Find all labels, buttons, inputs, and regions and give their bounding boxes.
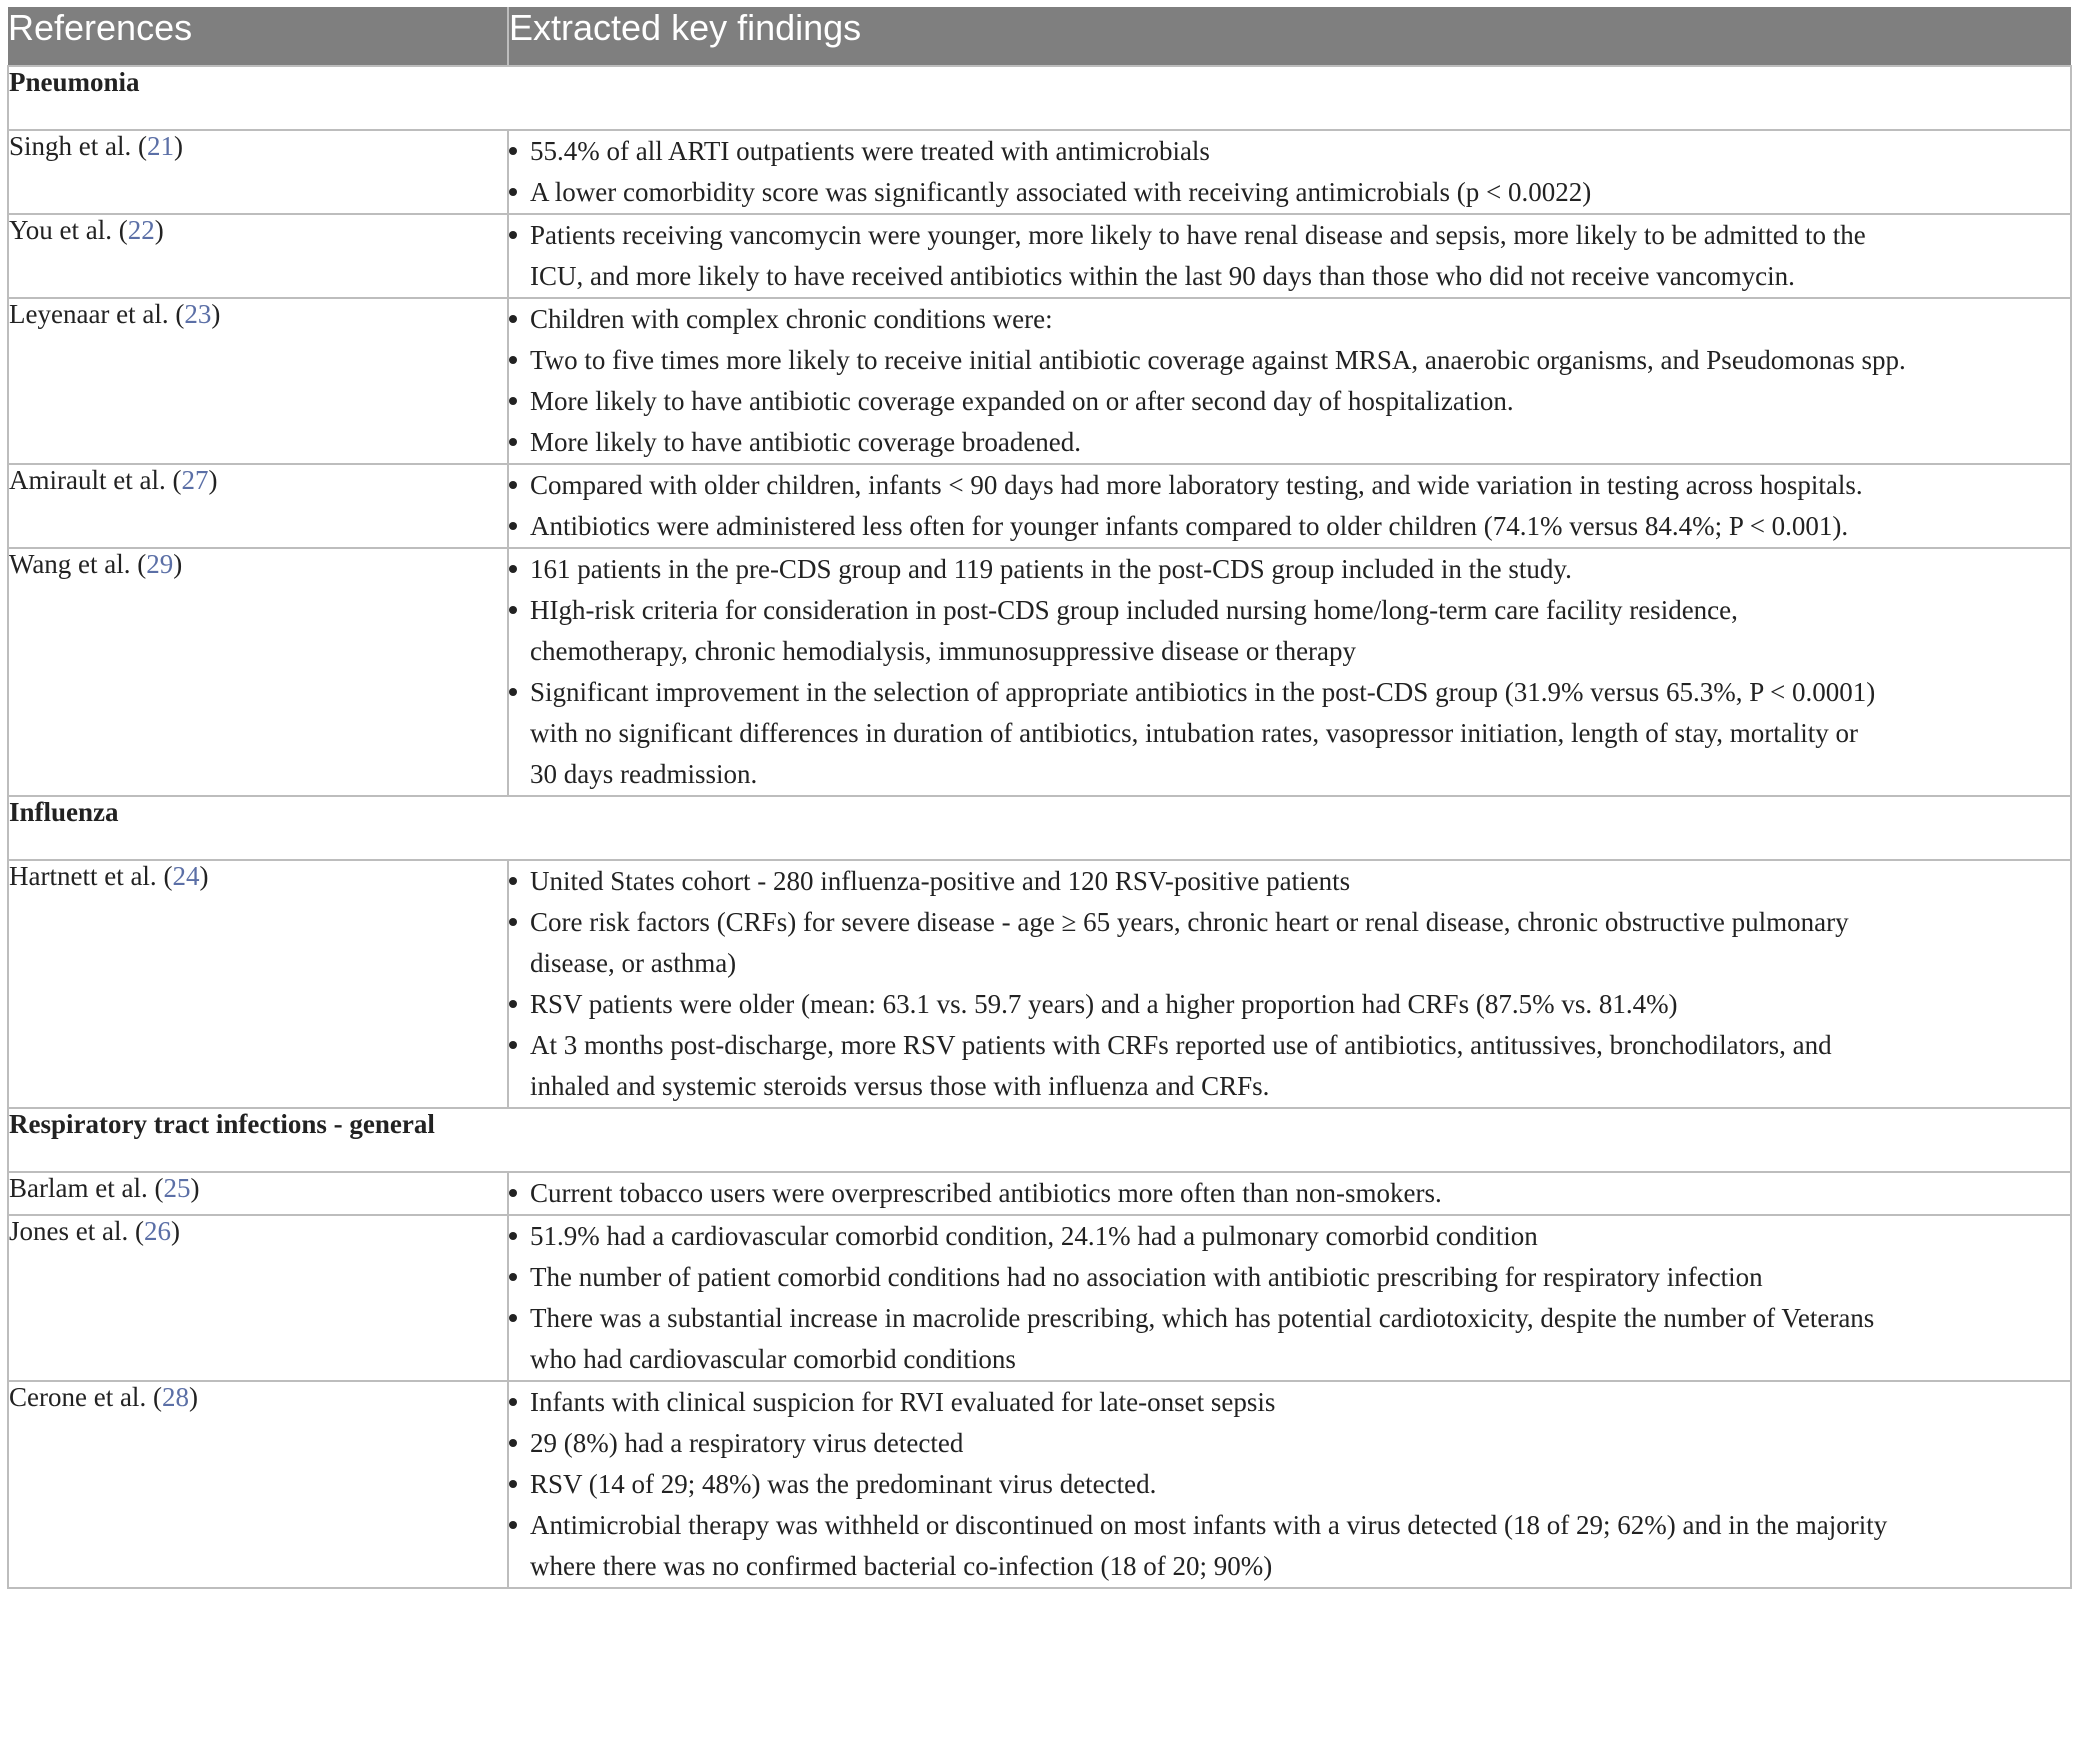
- finding-text: 161 patients in the pre-CDS group and 119 patients in the post-CDS group included in the study.: [530, 554, 1572, 584]
- reference-cell: Wang et al. (29): [8, 548, 508, 796]
- findings-table: [7, 7, 2072, 1589]
- header-references: References: [8, 7, 508, 66]
- finding-item: [509, 1464, 2070, 1505]
- finding-item: [509, 172, 2070, 213]
- reference-cell: Amirault et al. (27): [8, 464, 508, 548]
- table-row: [8, 860, 2071, 1108]
- finding-item: [509, 1216, 2070, 1257]
- bullet-icon: [509, 1382, 530, 1423]
- section-header-row: [8, 796, 2071, 860]
- finding-text: There was a substantial increase in macrolide prescribing, which has potential cardiotoxicity, despite the number of Veterans: [530, 1303, 1875, 1333]
- reference-authors: Amirault et al.: [9, 465, 166, 495]
- findings-cell: [508, 130, 2071, 214]
- finding-text: Compared with older children, infants < 90 days had more laboratory testing, and wide variation in testing across hospitals.: [530, 470, 1863, 500]
- reference-cell: Barlam et al. (25): [8, 1172, 508, 1215]
- finding-text: Current tobacco users were overprescribed antibiotics more often than non-smokers.: [530, 1178, 1442, 1208]
- finding-item: [509, 381, 2070, 422]
- bullet-icon: [509, 215, 530, 256]
- finding-text: A lower comorbidity score was significantly associated with receiving antimicrobials (p < 0.0022): [530, 177, 1592, 207]
- reference-number-link[interactable]: 25: [163, 1173, 191, 1203]
- bullet-icon: [509, 172, 530, 213]
- table-row: [8, 1215, 2071, 1381]
- finding-text: RSV (14 of 29; 48%) was the predominant virus detected.: [530, 1469, 1157, 1499]
- reference-cell: You et al. (22): [8, 214, 508, 298]
- reference-number-link[interactable]: 27: [181, 465, 209, 495]
- reference-number-link[interactable]: 28: [161, 1382, 189, 1412]
- finding-item: [509, 1423, 2070, 1464]
- finding-item: [509, 1257, 2070, 1298]
- table-row: [8, 548, 2071, 796]
- header-key-findings: Extracted key findings: [508, 7, 2071, 66]
- bullet-icon: [509, 381, 530, 422]
- bullet-icon: [509, 902, 530, 943]
- finding-text-continued: inhaled and systemic steroids versus those with influenza and CRFs.: [530, 1071, 1270, 1101]
- finding-item: [509, 1298, 2070, 1339]
- bullet-icon: [509, 506, 530, 547]
- finding-item: [509, 299, 2070, 340]
- table-row: [8, 464, 2071, 548]
- finding-text-continued: 30 days readmission.: [530, 759, 758, 789]
- bullet-icon: [509, 590, 530, 631]
- table-row: [8, 1381, 2071, 1588]
- finding-item: [509, 131, 2070, 172]
- finding-item: [509, 422, 2070, 463]
- bullet-icon: [509, 465, 530, 506]
- reference-authors: Singh et al.: [9, 131, 132, 161]
- finding-item: [509, 465, 2070, 506]
- finding-item: [509, 672, 2070, 713]
- finding-item: [509, 340, 2070, 381]
- bullet-icon: [509, 1423, 530, 1464]
- reference-cell: Hartnett et al. (24): [8, 860, 508, 1108]
- bullet-icon: [509, 299, 530, 340]
- findings-cell: [508, 214, 2071, 298]
- section-header-row: [8, 1108, 2071, 1172]
- bullet-icon: [509, 861, 530, 902]
- reference-number-link[interactable]: 29: [146, 549, 174, 579]
- findings-cell: [508, 1381, 2071, 1588]
- table-row: [8, 214, 2071, 298]
- findings-cell: [508, 1172, 2071, 1215]
- finding-text: Significant improvement in the selection of appropriate antibiotics in the post-CDS group (31.9% versus 65.3%, P < 0.0001): [530, 677, 1876, 707]
- bullet-icon: [509, 549, 530, 590]
- bullet-icon: [509, 1464, 530, 1505]
- finding-item: [509, 549, 2070, 590]
- finding-text-continued: disease, or asthma): [530, 948, 737, 978]
- table-header: [8, 7, 2071, 66]
- findings-cell: [508, 298, 2071, 464]
- finding-text-continued: with no significant differences in duration of antibiotics, intubation rates, vasopressor initiation, length of stay, mortality or: [530, 718, 1858, 748]
- bullet-icon: [509, 984, 530, 1025]
- reference-authors: Hartnett et al.: [9, 861, 157, 891]
- finding-text: 51.9% had a cardiovascular comorbid condition, 24.1% had a pulmonary comorbid condition: [530, 1221, 1538, 1251]
- finding-text: RSV patients were older (mean: 63.1 vs. 59.7 years) and a higher proportion had CRFs (87.5% vs. 81.4%): [530, 989, 1678, 1019]
- finding-text: Antibiotics were administered less often for younger infants compared to older children (74.1% versus 84.4%; P < 0.001).: [530, 511, 1849, 541]
- finding-text: At 3 months post-discharge, more RSV patients with CRFs reported use of antibiotics, antitussives, bronchodilators, and: [530, 1030, 1832, 1060]
- finding-text-continued: ICU, and more likely to have received antibiotics within the last 90 days than those who did not receive vancomycin.: [530, 261, 1795, 291]
- reference-cell: Leyenaar et al. (23): [8, 298, 508, 464]
- finding-text: Antimicrobial therapy was withheld or discontinued on most infants with a virus detected (18 of 29; 62%) and in the majority: [530, 1510, 1888, 1540]
- reference-cell: Singh et al. (21): [8, 130, 508, 214]
- bullet-icon: [509, 1257, 530, 1298]
- reference-number-link[interactable]: 26: [143, 1216, 171, 1246]
- finding-item: [509, 984, 2070, 1025]
- finding-item: [509, 590, 2070, 631]
- reference-number-link[interactable]: 22: [127, 215, 155, 245]
- bullet-icon: [509, 1173, 530, 1214]
- bullet-icon: [509, 1025, 530, 1066]
- findings-cell: [508, 464, 2071, 548]
- section-title: Pneumonia: [8, 66, 2071, 130]
- finding-text: HIgh-risk criteria for consideration in post-CDS group included nursing home/long-term care facility residence,: [530, 595, 1738, 625]
- bullet-icon: [509, 1216, 530, 1257]
- reference-authors: Barlam et al.: [9, 1173, 148, 1203]
- findings-cell: [508, 1215, 2071, 1381]
- findings-cell: [508, 548, 2071, 796]
- findings-cell: [508, 860, 2071, 1108]
- finding-item: [509, 902, 2070, 943]
- bullet-icon: [509, 1505, 530, 1546]
- table-row: [8, 1172, 2071, 1215]
- reference-cell: Jones et al. (26): [8, 1215, 508, 1381]
- reference-authors: You et al.: [9, 215, 113, 245]
- reference-number-link[interactable]: 24: [172, 861, 200, 891]
- finding-text: Children with complex chronic conditions were:: [530, 304, 1053, 334]
- finding-text: Infants with clinical suspicion for RVI evaluated for late-onset sepsis: [530, 1387, 1276, 1417]
- finding-text-continued: chemotherapy, chronic hemodialysis, immunosuppressive disease or therapy: [530, 636, 1357, 666]
- finding-text: 29 (8%) had a respiratory virus detected: [530, 1428, 964, 1458]
- reference-number-link[interactable]: 21: [147, 131, 174, 161]
- reference-authors: Leyenaar et al.: [9, 299, 169, 329]
- reference-authors: Wang et al.: [9, 549, 131, 579]
- finding-text: 55.4% of all ARTI outpatients were treated with antimicrobials: [530, 136, 1210, 166]
- finding-text: Two to five times more likely to receive initial antibiotic coverage against MRSA, anaerobic organisms, and Pseudomonas spp.: [530, 345, 1906, 375]
- bullet-icon: [509, 422, 530, 463]
- finding-item: [509, 1505, 2070, 1546]
- reference-authors: Cerone et al.: [9, 1382, 147, 1412]
- finding-text-continued: where there was no confirmed bacterial co-infection (18 of 20; 90%): [530, 1551, 1273, 1581]
- finding-item: [509, 215, 2070, 256]
- bullet-icon: [509, 340, 530, 381]
- finding-text: More likely to have antibiotic coverage expanded on or after second day of hospitalization.: [530, 386, 1514, 416]
- finding-text: More likely to have antibiotic coverage broadened.: [530, 427, 1082, 457]
- finding-item: [509, 1025, 2070, 1066]
- bullet-icon: [509, 672, 530, 713]
- finding-text: The number of patient comorbid conditions had no association with antibiotic prescribing for respiratory infection: [530, 1262, 1763, 1292]
- section-header-row: [8, 66, 2071, 130]
- finding-item: [509, 506, 2070, 547]
- bullet-icon: [509, 131, 530, 172]
- finding-text-continued: who had cardiovascular comorbid conditions: [530, 1344, 1016, 1374]
- table-row: [8, 298, 2071, 464]
- reference-number-link[interactable]: 23: [184, 299, 212, 329]
- bullet-icon: [509, 1298, 530, 1339]
- section-title: Respiratory tract infections - general: [8, 1108, 2071, 1172]
- reference-authors: Jones et al.: [9, 1216, 129, 1246]
- finding-text: Core risk factors (CRFs) for severe disease - age ≥ 65 years, chronic heart or renal disease, chronic obstructive pulmonary: [530, 907, 1849, 937]
- finding-item: [509, 861, 2070, 902]
- section-title: Influenza: [8, 796, 2071, 860]
- finding-item: [509, 1382, 2070, 1423]
- finding-text: United States cohort - 280 influenza-positive and 120 RSV-positive patients: [530, 866, 1351, 896]
- finding-text: Patients receiving vancomycin were younger, more likely to have renal disease and sepsis, more likely to be admitted to the: [530, 220, 1866, 250]
- reference-cell: Cerone et al. (28): [8, 1381, 508, 1588]
- finding-item: [509, 1173, 2070, 1214]
- table-row: [8, 130, 2071, 214]
